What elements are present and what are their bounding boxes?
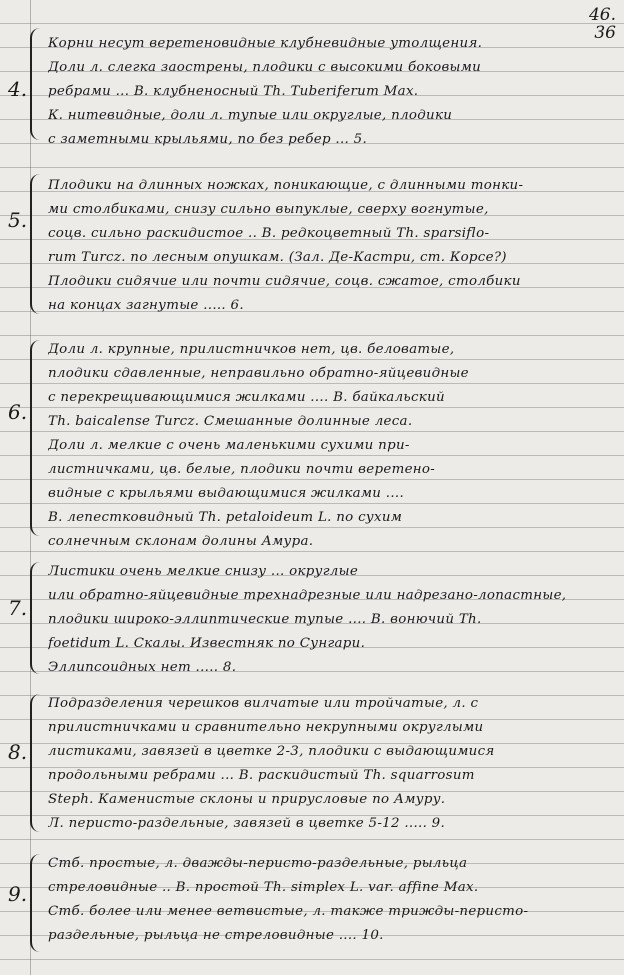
entry-number: 4. (8, 77, 28, 101)
text-line: rum Turcz. по лесным опушкам. (Зал. Де-Кастри, ст. Корсе?) (48, 250, 507, 265)
text-line: foetidum L. Скалы. Известняк по Сунгари. (48, 636, 366, 651)
brace (30, 340, 42, 536)
key-entry-9 (4, 852, 618, 956)
text-line: ми столбиками, снизу сильно выпуклые, сверху вогнутые, (48, 202, 489, 217)
brace (30, 694, 42, 832)
text-line: раздельные, рыльца не стреловидные .... 10. (48, 928, 384, 943)
text-line: листничками, цв. белые, плодики почти веретено- (48, 462, 436, 477)
text-line: листиками, завязей в цветке 2-3, плодики с выдающимися (48, 744, 495, 759)
text-line: или обратно-яйцевидные трехнадрезные или надрезано-лопастные, (48, 588, 567, 603)
key-entry-5 (4, 172, 618, 322)
text-line: с заметными крыльями, по без ребер ... 5. (48, 132, 367, 147)
text-line: на концах загнутые ..... 6. (48, 298, 244, 313)
text-line: Л. перисто-раздельные, завязей в цветке 5-12 ..... 9. (48, 816, 446, 831)
brace (30, 28, 42, 140)
brace (30, 174, 42, 314)
brace (30, 562, 42, 674)
text-line: стреловидные .. В. простой Th. simplex L. var. affine Max. (48, 880, 479, 895)
text-line: Стб. более или менее ветвистые, л. также трижды-перисто- (48, 904, 529, 919)
text-line: К. нитевидные, доли л. тупые или округлые, плодики (48, 108, 453, 123)
text-line: Листики очень мелкие снизу ... округлые (48, 564, 359, 579)
text-line: Th. baicalense Turcz. Смешанные долинные леса. (48, 414, 413, 429)
key-entry-4 (4, 22, 618, 152)
entry-text (48, 32, 610, 152)
entry-text (48, 338, 610, 554)
text-line: Доли л. слегка заострены, плодики с высокими боковыми (48, 60, 482, 75)
text-line: Подразделения черешков вилчатые или тройчатые, л. с (48, 696, 479, 711)
entry-number: 5. (8, 208, 28, 232)
text-line: ребрами ... В. клубненосный Th. Tuberiferum Max. (48, 84, 419, 99)
text-line: Доли л. крупные, прилистничков нет, цв. беловатые, (48, 342, 455, 357)
entry-number: 7. (8, 596, 28, 620)
key-entry-6 (4, 338, 618, 548)
entry-number: 8. (8, 740, 28, 764)
text-line: Steph. Каменистые склоны и прирусловые по Амуру. (48, 792, 446, 807)
entry-text (48, 692, 610, 836)
page-number-bottom: 36 (594, 23, 616, 43)
page-number-top: 46. (588, 5, 616, 25)
text-line: Плодики на длинных ножках, поникающие, с длинными тонки- (48, 178, 524, 193)
text-line: продольными ребрами ... В. раскидистый Th. squarrosum (48, 768, 475, 783)
text-line: Доли л. мелкие с очень маленькими сухими при- (48, 438, 410, 453)
entry-text (48, 174, 610, 318)
entry-text (48, 560, 610, 680)
text-line: плодики сдавленные, неправильно обратно-яйцевидные (48, 366, 469, 381)
text-line: Стб. простые, л. дважды-перисто-раздельные, рыльца (48, 856, 468, 871)
text-line: Эллипсоидных нет ..... 8. (48, 660, 237, 675)
brace (30, 854, 42, 952)
text-line: с перекрещивающимися жилками .... В. байкальский (48, 390, 445, 405)
key-entry-7 (4, 560, 618, 682)
text-line: плодики широко-эллиптические тупые .... В. вонючий Th. (48, 612, 482, 627)
entry-text (48, 852, 610, 948)
text-line: Корни несут веретеновидные клубневидные утолщения. (48, 36, 483, 51)
key-entry-8 (4, 692, 618, 840)
text-line: видные с крыльями выдающимися жилками .... (48, 486, 405, 501)
text-line: В. лепестковидный Th. petaloideum L. по сухим (48, 510, 403, 525)
text-line: Плодики сидячие или почти сидячие, соцв. сжатое, столбики (48, 274, 521, 289)
text-line: соцв. сильно раскидистое .. В. редкоцветный Th. sparsiflo- (48, 226, 490, 241)
text-line: прилистничками и сравнительно некрупными округлыми (48, 720, 484, 735)
text-line: солнечным склонам долины Амура. (48, 534, 314, 549)
entry-number: 9. (8, 882, 28, 906)
entry-number: 6. (8, 400, 28, 424)
